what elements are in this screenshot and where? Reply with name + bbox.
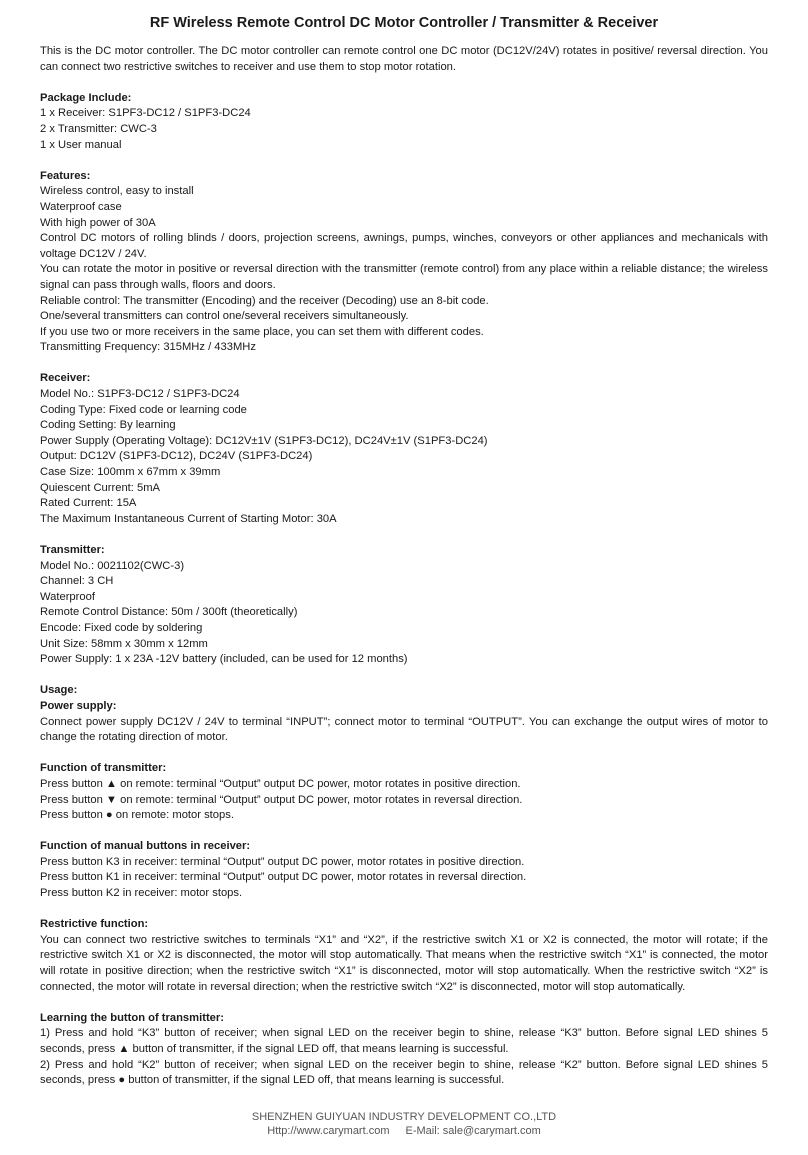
footer-contact [0,1124,808,1138]
function-transmitter-line: Press button ▼ on remote: terminal “Output” output DC power, motor rotates in reversal direction. [40,793,523,806]
receiver-spec-line: Rated Current: 15A [40,497,137,510]
receiver-spec-line: Power Supply (Operating Voltage): DC12V±1V (S1PF3-DC12), DC24V±1V (S1PF3-DC24) [40,434,488,447]
feature-line: One/several transmitters can control one/several receivers simultaneously. [40,310,409,323]
function-receiver-line: Press button K1 in receiver: terminal “Output” output DC power, motor rotates in reversal direction. [40,871,527,884]
feature-line: Reliable control: The transmitter (Encoding) and the receiver (Decoding) use an 8-bit code. [40,294,489,307]
feature-line: Transmitting Frequency: 315MHz / 433MHz [40,341,256,354]
feature-line: Wireless control, easy to install [40,185,194,198]
function-receiver-line: Press button K3 in receiver: terminal “Output” output DC power, motor rotates in positive direction. [40,855,525,868]
package-section [40,91,768,153]
package-line: 1 x User manual [40,138,122,151]
function-receiver-section [40,839,768,901]
power-supply-text: Connect power supply DC12V / 24V to terminal “INPUT”; connect motor to terminal “OUTPUT”. You can exchange the output wires of motor to change the rotating direction of motor. [40,715,768,744]
power-supply-heading: Power supply: [40,699,117,712]
receiver-spec-line: The Maximum Instantaneous Current of Starting Motor: 30A [40,512,337,525]
feature-line: Waterproof case [40,200,122,213]
transmitter-section [40,543,768,668]
page-title: RF Wireless Remote Control DC Motor Controller / Transmitter & Receiver [149,15,659,31]
usage-heading: Usage: [40,684,78,697]
transmitter-spec-line: Model No.: 0021102(CWC-3) [40,559,185,572]
document-page [40,14,768,1089]
package-heading: Package Include: [40,91,132,104]
function-transmitter-heading: Function of transmitter: [40,762,167,775]
function-transmitter-line: Press button ● on remote: motor stops. [40,809,234,822]
feature-line: With high power of 30A [40,216,156,229]
intro-paragraph: This is the DC motor controller. The DC motor controller can remote control one DC motor (DC12V/24V) rotates in positive/ reversal direction. You can connect two restrictive switches to receiver and use them to stop motor rotation. [40,45,768,73]
transmitter-spec-line: Encode: Fixed code by soldering [40,621,203,634]
receiver-spec-line: Coding Type: Fixed code or learning code [40,403,247,416]
receiver-spec-line: Coding Setting: By learning [40,419,176,432]
footer [0,1110,808,1138]
receiver-spec-line: Case Size: 100mm x 67mm x 39mm [40,466,221,479]
feature-line: If you use two or more receivers in the same place, you can set them with different codes. [40,325,484,338]
learning-heading: Learning the button of transmitter: [40,1011,224,1024]
footer-company: SHENZHEN GUIYUAN INDUSTRY DEVELOPMENT CO.,LTD [251,1111,557,1123]
transmitter-spec-line: Power Supply: 1 x 23A -12V battery (included, can be used for 12 months) [40,653,408,666]
function-receiver-heading: Function of manual buttons in receiver: [40,840,251,853]
feature-line: You can rotate the motor in positive or reversal direction with the transmitter (remote control) from any place within a reliable distance; the wireless signal can pass through walls, floors and doors. [40,263,768,291]
transmitter-spec-line: Channel: 3 CH [40,575,114,588]
receiver-spec-line: Quiescent Current: 5mA [40,481,161,494]
transmitter-spec-line: Unit Size: 58mm x 30mm x 12mm [40,637,208,650]
receiver-spec-line: Output: DC12V (S1PF3-DC12), DC24V (S1PF3-DC24) [40,450,313,463]
receiver-section [40,371,768,527]
package-line: 1 x Receiver: S1PF3-DC12 / S1PF3-DC24 [40,107,251,120]
function-receiver-line: Press button K2 in receiver: motor stops. [40,887,243,900]
learning-step: 1) Press and hold “K3” button of receiver; when signal LED on the receiver begin to shine, release “K3” button. Before signal LED shines 5 seconds, press ▲ button of transmitter, if the signal LED off, that means learning is successful. [40,1027,768,1055]
function-transmitter-line: Press button ▲ on remote: terminal “Output” output DC power, motor rotates in positive direction. [40,777,521,790]
receiver-spec-line: Model No.: S1PF3-DC12 / S1PF3-DC24 [40,388,240,401]
transmitter-heading: Transmitter: [40,544,105,556]
transmitter-spec-line: Waterproof [40,590,95,603]
function-transmitter-section [40,761,768,823]
package-line: 2 x Transmitter: CWC-3 [40,122,157,135]
learning-step: 2) Press and hold “K2” button of receiver; when signal LED on the receiver begin to shine, release “K2” button. Before signal LED shines 5 seconds, press ● button of transmitter, if the signal LED off, that means learning is successful. [40,1058,768,1087]
restrictive-text: You can connect two restrictive switches to terminals “X1” and “X2”, if the restrictive switch X1 or X2 is connected, the motor will rotate; if the restrictive switch X1 or X2 is disconnected, the motor will stop automatically. That means when the restrictive switch “X1” is connected, the motor will rotate in positive direction; when the restrictive switch “X1” is disconnected, motor will stop automatically. When the restrictive switch “X2” is connected, the motor will rotate in reversal direction; when the restrictive switch “X2” is disconnected, motor will stop automatically. [40,933,768,993]
feature-line: Control DC motors of rolling blinds / doors, projection screens, awnings, pumps, winches, conveyors or other appliances and mechanicals with voltage DC12V / 24V. [40,232,768,260]
receiver-heading: Receiver: [40,372,91,385]
features-heading: Features: [40,169,91,182]
usage-section [40,683,768,745]
restrictive-heading: Restrictive function: [40,918,149,931]
footer-email[interactable]: E-Mail: sale@carymart.com [405,1125,541,1137]
restrictive-section [40,917,768,995]
transmitter-spec-line: Remote Control Distance: 50m / 300ft (theoretically) [40,606,298,619]
features-section [40,169,768,356]
footer-website[interactable]: Http://www.carymart.com [267,1125,390,1137]
learning-section [40,1011,768,1089]
